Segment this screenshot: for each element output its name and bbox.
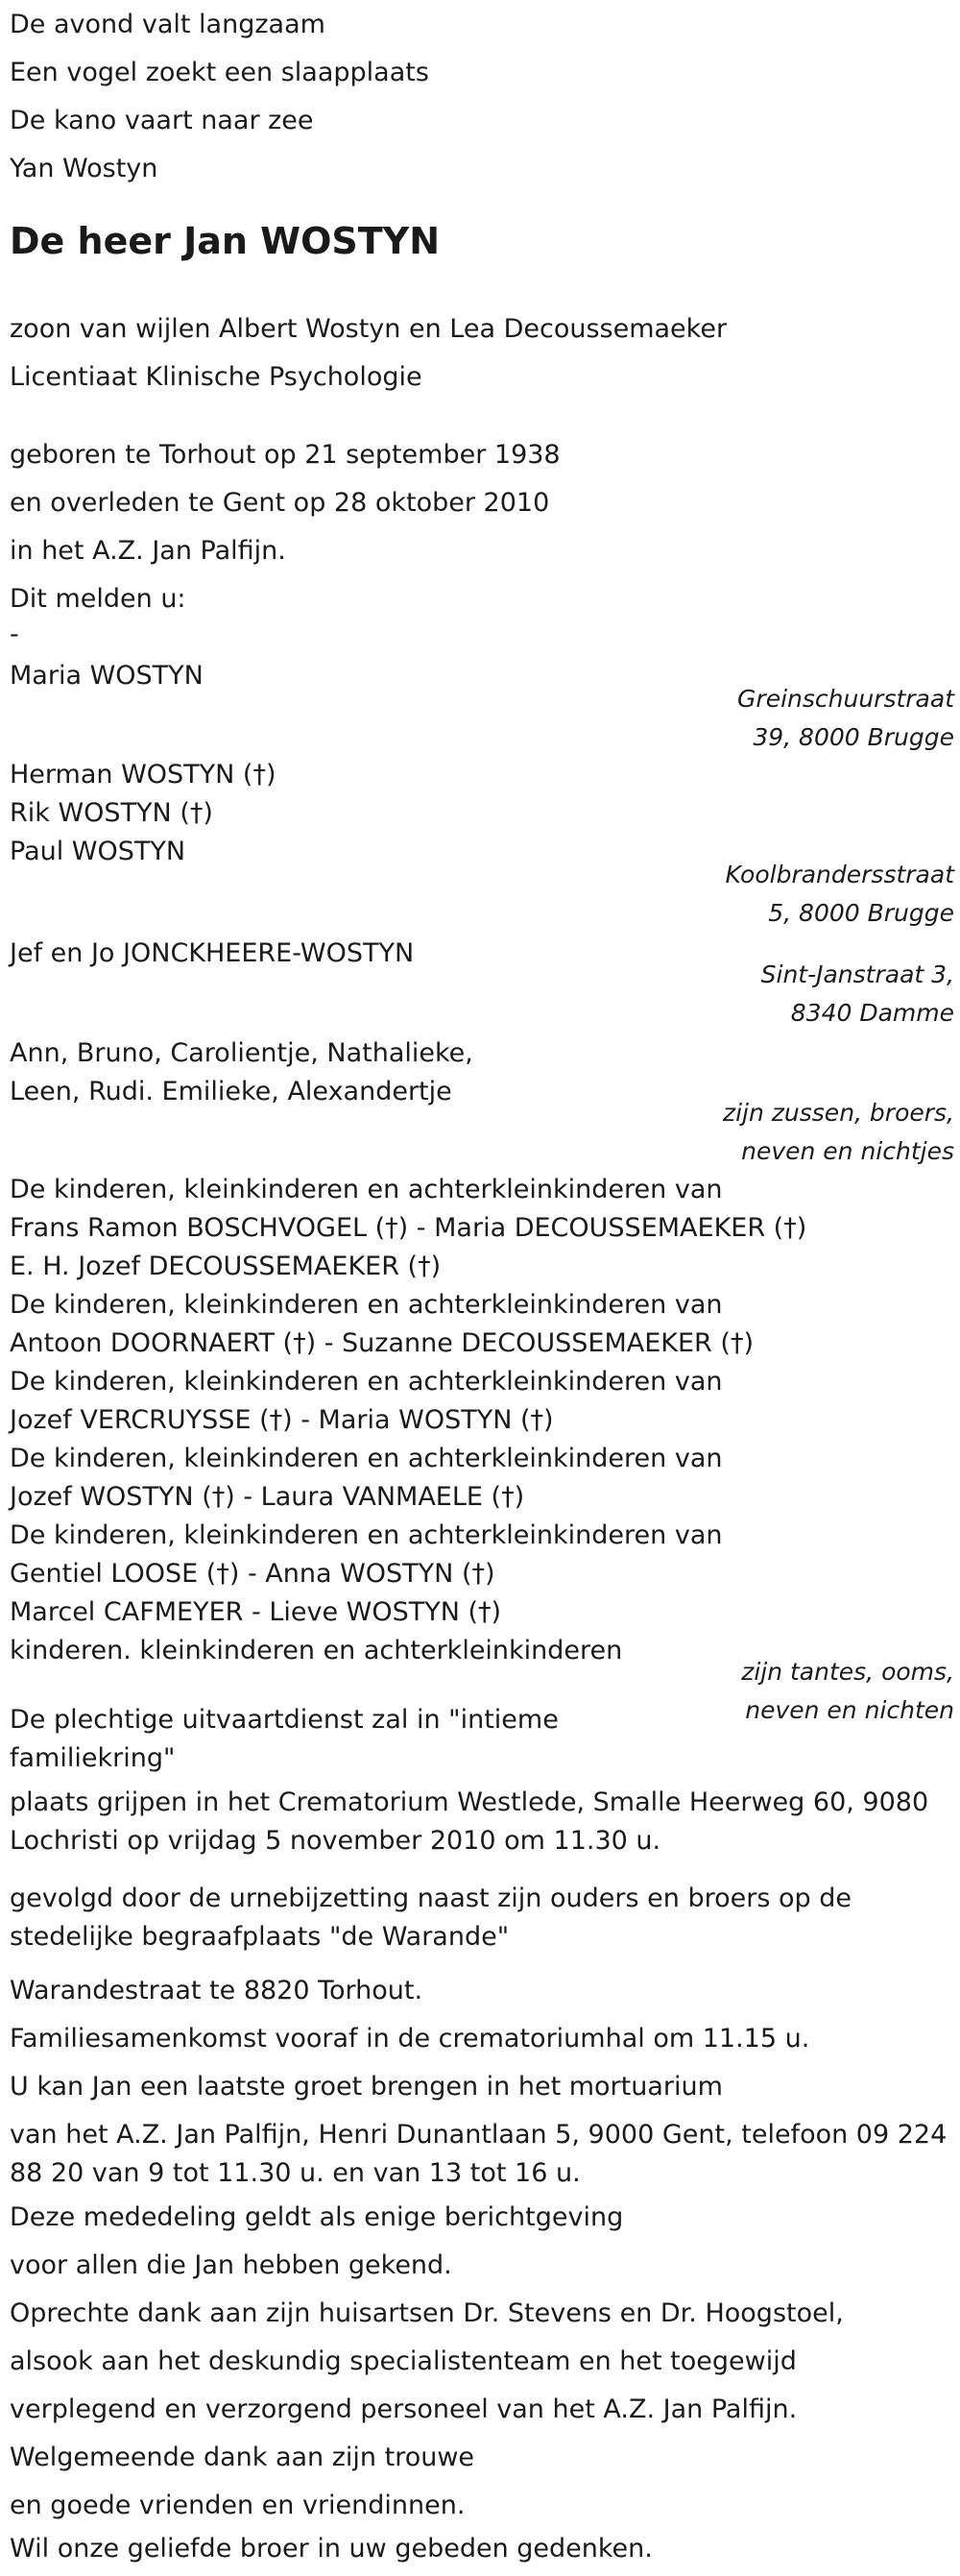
funeral-paragraph: plaats grijpen in het Crematorium Westlede, Smalle Heerweg 60, 9080 Lochristi op vrijdag 5 november 2010 om 11.30 u. (10, 1787, 929, 1856)
profession-line: Licentiaat Klinische Psychologie (10, 362, 422, 392)
relatives-line: De kinderen, kleinkinderen en achterkleinkinderen van (10, 1290, 723, 1320)
relatives-line: Gentiel LOOSE (†) - Anna WOSTYN (†) (10, 1559, 495, 1589)
relatives-line: E. H. Jozef DECOUSSEMAEKER (†) (10, 1252, 442, 1281)
role-line: zijn tantes, ooms, (741, 1658, 954, 1686)
relatives-line: Frans Ramon BOSCHVOGEL (†) - Maria DECOUSSEMAEKER (†) (10, 1213, 807, 1243)
poem-author: Yan Wostyn (10, 154, 158, 183)
poem-line: De avond valt langzaam (10, 10, 325, 39)
relatives-line: De kinderen, kleinkinderen en achterkleinkinderen van (10, 1175, 723, 1204)
role-line: neven en nichtjes (741, 1137, 954, 1165)
relatives-line: De kinderen, kleinkinderen en achterkleinkinderen van (10, 1444, 723, 1473)
poem-line: De kano vaart naar zee (10, 106, 314, 135)
funeral-paragraph: van het A.Z. Jan Palfijn, Henri Dunantlaan 5, 9000 Gent, telefoon 09 224 88 20 van 9 tot 11.30 u. en van 13 tot 16 u. (10, 2120, 948, 2188)
relatives-line: Jozef WOSTYN (†) - Laura VANMAELE (†) (10, 1482, 525, 1512)
nephews-line: Leen, Rudi. Emilieke, Alexandertje (10, 1077, 452, 1106)
role-line: zijn zussen, broers, (722, 1099, 954, 1127)
place-line: in het A.Z. Jan Palfijn. (10, 536, 286, 566)
funeral-paragraph: U kan Jan een laatste groet brengen in het mortuarium (10, 2072, 723, 2102)
funeral-paragraph: De plechtige uitvaartdienst zal in "intieme familiekring" (10, 1705, 559, 1773)
address-line: 39, 8000 Brugge (753, 723, 954, 751)
funeral-paragraph: voor allen die Jan hebben gekend. (10, 2250, 452, 2280)
funeral-paragraph: Oprechte dank aan zijn huisartsen Dr. Stevens en Dr. Hoogstoel, (10, 2298, 844, 2328)
relatives-line: kinderen. kleinkinderen en achterkleinkinderen (10, 1636, 623, 1665)
relatives-line: De kinderen, kleinkinderen en achterkleinkinderen van (10, 1367, 723, 1397)
funeral-paragraph: gevolgd door de urnebijzetting naast zijn ouders en broers op de stedelijke begraafplaats "de Warande" (10, 1883, 852, 1952)
birth-line: geboren te Torhout op 21 september 1938 (10, 440, 561, 470)
address-line: Sint-Janstraat 3, (760, 960, 954, 988)
death-line: en overleden te Gent op 28 oktober 2010 (10, 488, 550, 518)
relatives-line: Antoon DOORNAERT (†) - Suzanne DECOUSSEMAEKER (†) (10, 1328, 754, 1358)
parents-line: zoon van wijlen Albert Wostyn en Lea Decoussemaeker (10, 314, 728, 344)
role-line: neven en nichten (745, 1696, 954, 1724)
relatives-line: De kinderen, kleinkinderen en achterkleinkinderen van (10, 1520, 723, 1550)
address-line: 5, 8000 Brugge (768, 899, 954, 927)
address-line: Koolbrandersstraat (725, 861, 954, 888)
funeral-paragraph: Familiesamenkomst vooraf in de crematoriumhal om 11.15 u. (10, 2024, 810, 2054)
family-member: Paul WOSTYN (10, 837, 186, 866)
funeral-paragraph: Welgemeende dank aan zijn trouwe (10, 2442, 475, 2472)
funeral-paragraph: verplegend en verzorgend personeel van het A.Z. Jan Palfijn. (10, 2394, 798, 2424)
funeral-paragraph: Wil onze geliefde broer in uw gebeden gedenken. (10, 2534, 653, 2564)
family-member: Maria WOSTYN (10, 661, 204, 691)
funeral-paragraph: Warandestraat te 8820 Torhout. (10, 1976, 423, 2005)
relatives-line: Jozef VERCRUYSSE (†) - Maria WOSTYN (†) (10, 1405, 554, 1435)
family-member: Rik WOSTYN (†) (10, 798, 213, 828)
nephews-line: Ann, Bruno, Carolientje, Nathalieke, (10, 1038, 473, 1068)
family-member: Jef en Jo JONCKHEERE-WOSTYN (10, 938, 415, 968)
funeral-paragraph: alsook aan het deskundig specialistenteam en het toegewijd (10, 2346, 797, 2376)
separator-dash: - (10, 620, 19, 649)
deceased-name-title: De heer Jan WOSTYN (10, 220, 441, 262)
relatives-line: Marcel CAFMEYER - Lieve WOSTYN (†) (10, 1597, 502, 1627)
address-line: 8340 Damme (790, 999, 954, 1027)
announce-line: Dit melden u: (10, 584, 186, 614)
funeral-paragraph: en goede vrienden en vriendinnen. (10, 2491, 466, 2520)
poem-line: Een vogel zoekt een slaapplaats (10, 58, 429, 87)
funeral-paragraph: Deze mededeling geldt als enige berichtgeving (10, 2202, 624, 2232)
address-line: Greinschuurstraat (737, 685, 954, 713)
family-member: Herman WOSTYN (†) (10, 760, 276, 790)
